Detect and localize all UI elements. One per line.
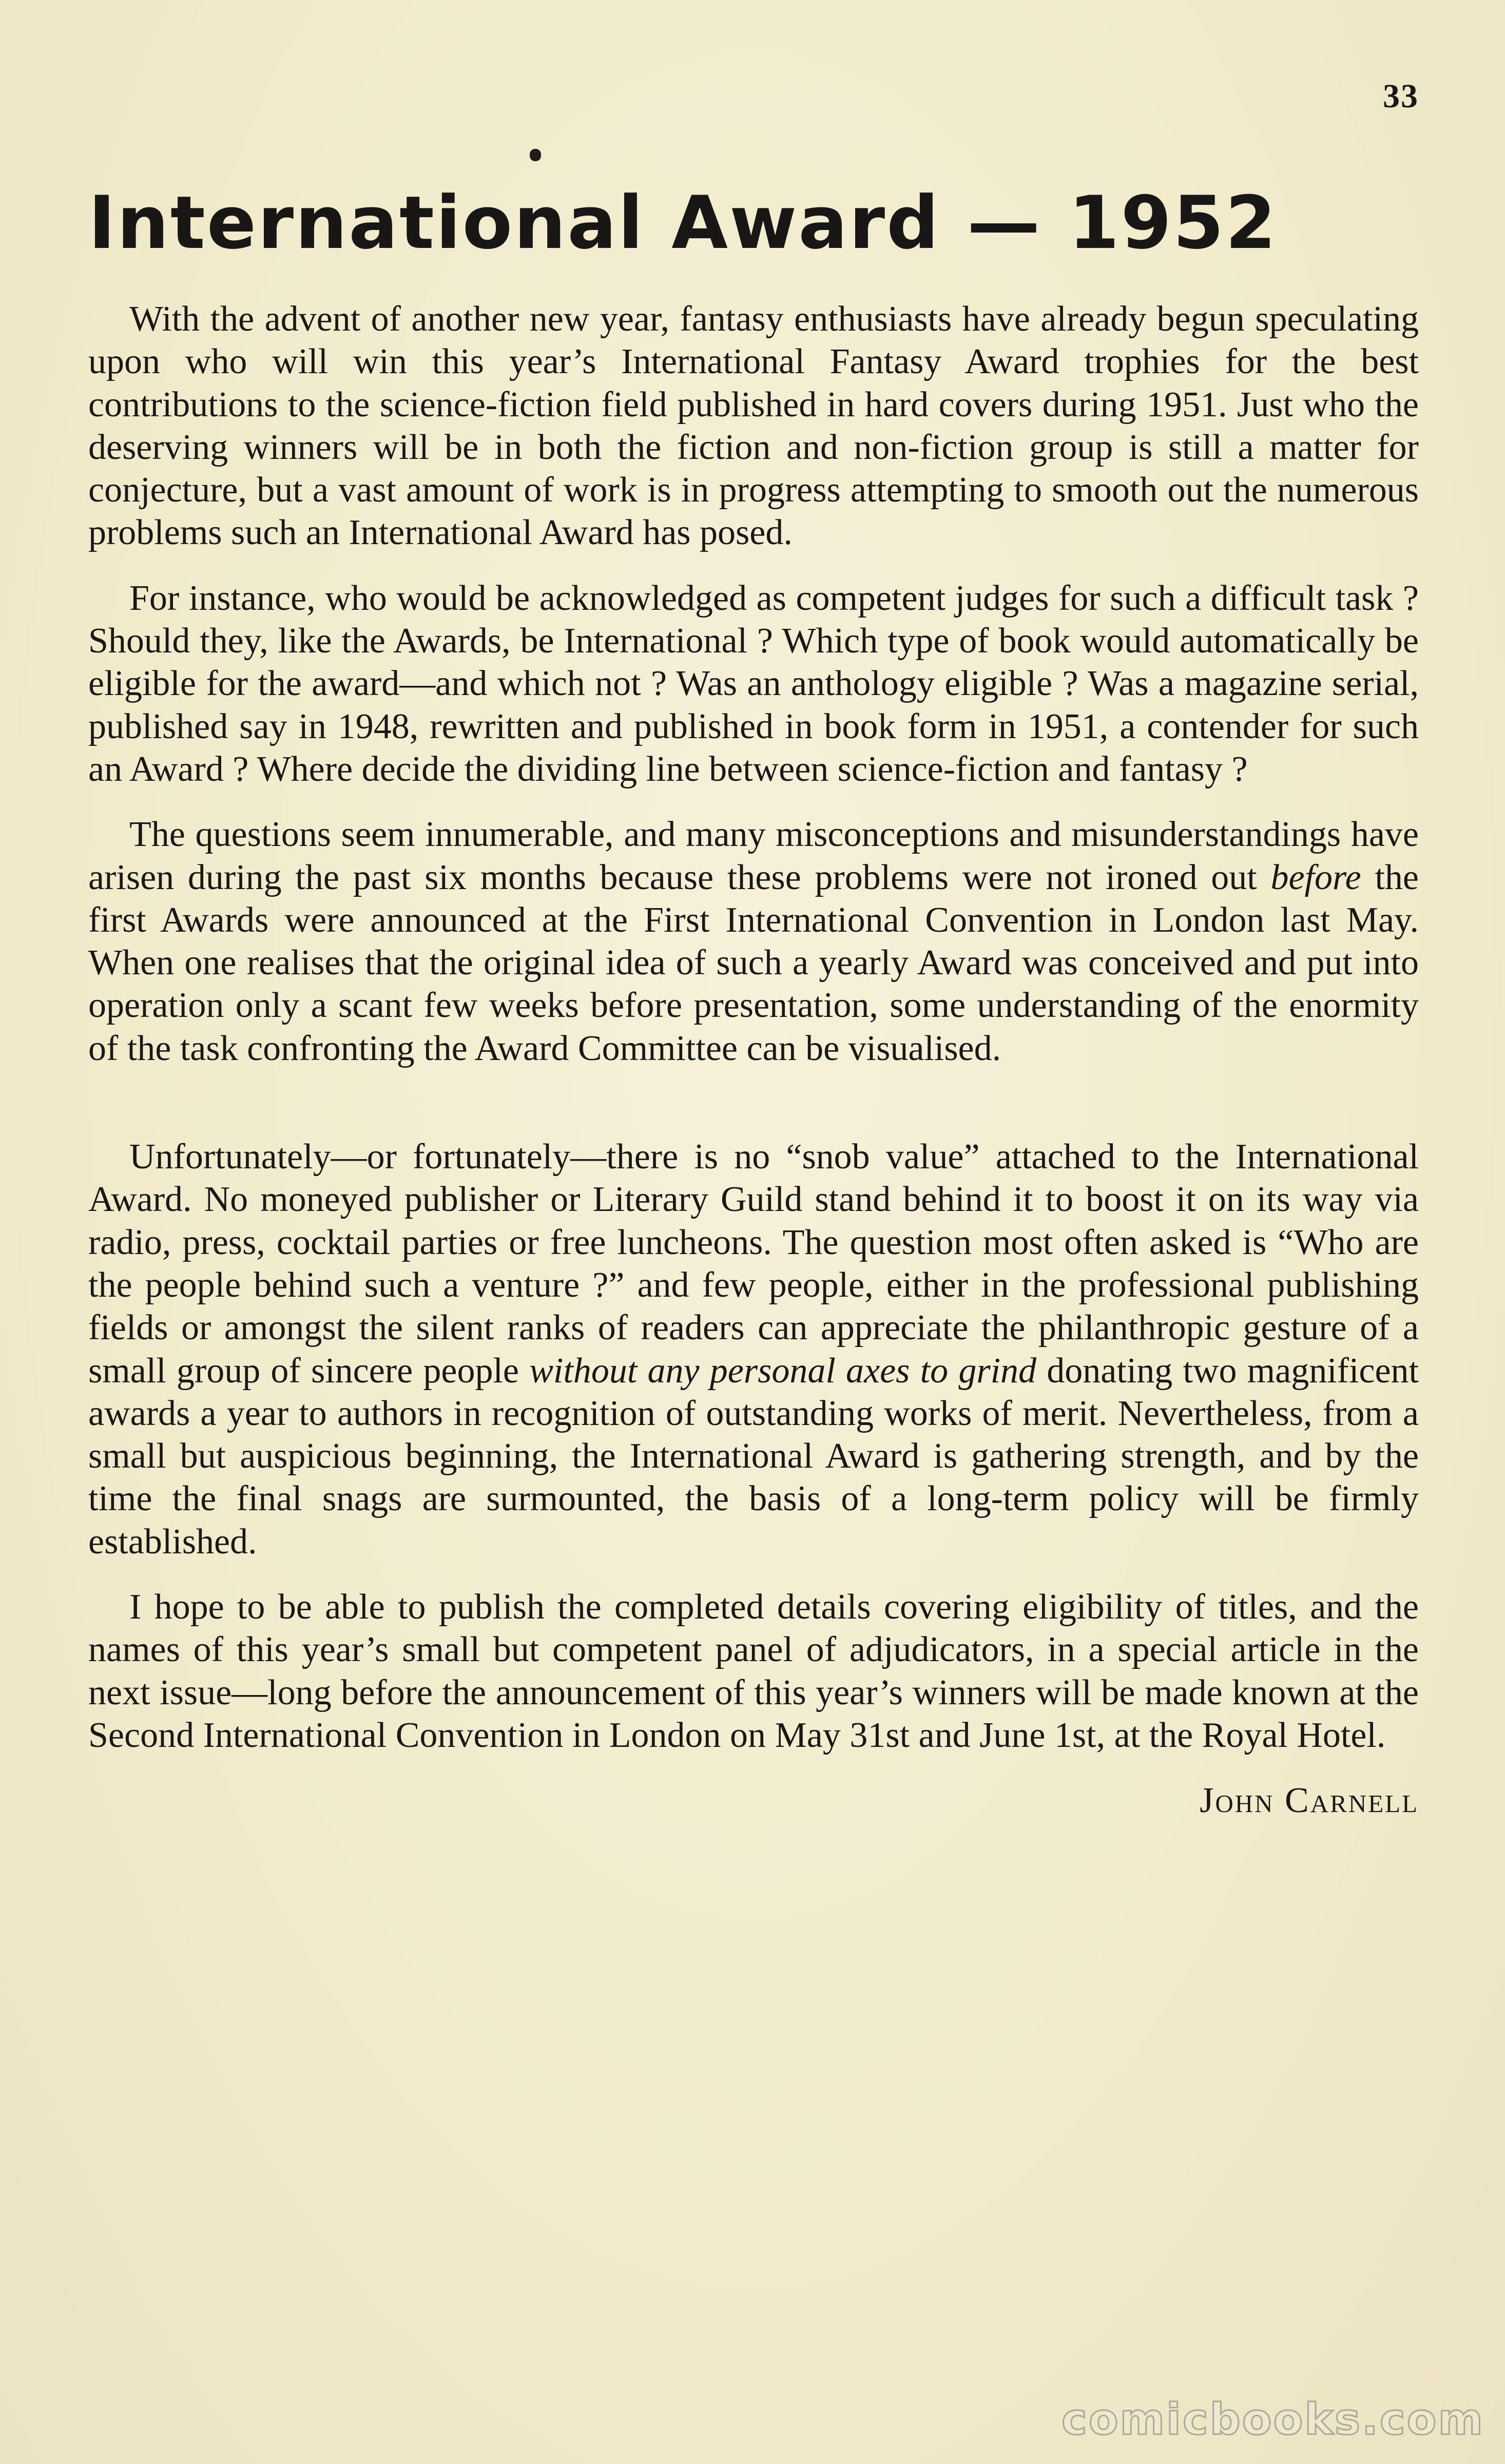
article-title: International Award — 1952 xyxy=(88,181,1278,265)
article-body xyxy=(88,298,1419,1822)
paragraph-3-text-a: The questions seem innumerable, and many misconceptions and misunderstandings have arisen during the past six months because these problems were not ironed out xyxy=(88,815,1419,897)
paragraph-3-emphasis: before xyxy=(1270,857,1361,897)
paragraph-4-emphasis: without any personal axes to grind xyxy=(529,1351,1037,1391)
paragraph-1: With the advent of another new year, fantasy enthusiasts have already begun speculating upon who will win this year’s International Fantasy Award trophies for the best contributions to the science-fiction field published in hard covers during 1951. Just who the deserving winners will be in both the fiction and non-fiction group is still a matter for conjecture, but a vast amount of work is in progress attempting to smooth out the numerous problems such an International Award has posed. xyxy=(88,299,1419,553)
paragraph-2: For instance, who would be acknowledged as competent judges for such a difficult task ? Should they, like the Awards, be International ? Which type of book would automatically be eligible for the award—and which not ? Was an anthology eligible ? Was a magazine serial, published say in 1948, rewritten and published in book form in 1951, a contender for such an Award ? Where decide the dividing line between science-fiction and fantasy ? xyxy=(88,578,1419,789)
author-signature: John Carnell xyxy=(1200,1781,1419,1821)
ink-dot xyxy=(530,149,541,161)
paragraph-4 xyxy=(88,1135,1419,1563)
paragraph-3 xyxy=(88,813,1419,1070)
paragraph-4-text-b: donating two magnificent awards a year to authors in recognition of outstanding works of merit. Nevertheless, from a small but auspicious beginning, the International Award is gathering strength, and by the time the final snags are surmounted, the basis of a long-term policy will be firmly established. xyxy=(88,1351,1419,1562)
watermark: comicbooks.com xyxy=(1062,2394,1484,2444)
paragraph-5: I hope to be able to publish the completed details covering eligibility of titles, and the names of this year’s small but competent panel of adjudicators, in a special article in the next issue—long before the announcement of this year’s winners will be made known at the Second International Convention in London on May 31st and June 1st, at the Royal Hotel. xyxy=(88,1587,1419,1755)
page-number: 33 xyxy=(1383,78,1419,115)
paragraph-4-text-a: Unfortunately—or fortunately—there is no “snob value” attached to the International Award. No moneyed publisher or Literary Guild stand behind it to boost it on its way via radio, press, cocktail parties or free luncheons. The question most often asked is “Who are the people behind such a venture ?” and few people, either in the professional publishing fields or amongst the silent ranks of readers can appreciate the philanthropic gesture of a small group of sincere people xyxy=(88,1137,1419,1391)
paragraph-3-text-b: the first Awards were announced at the First International Convention in London last May. When one realises that the original idea of such a yearly Award was conceived and put into operation only a scant few weeks before presentation, some understanding of the enormity of the task confronting the Award Committee can be visualised. xyxy=(88,857,1419,1068)
